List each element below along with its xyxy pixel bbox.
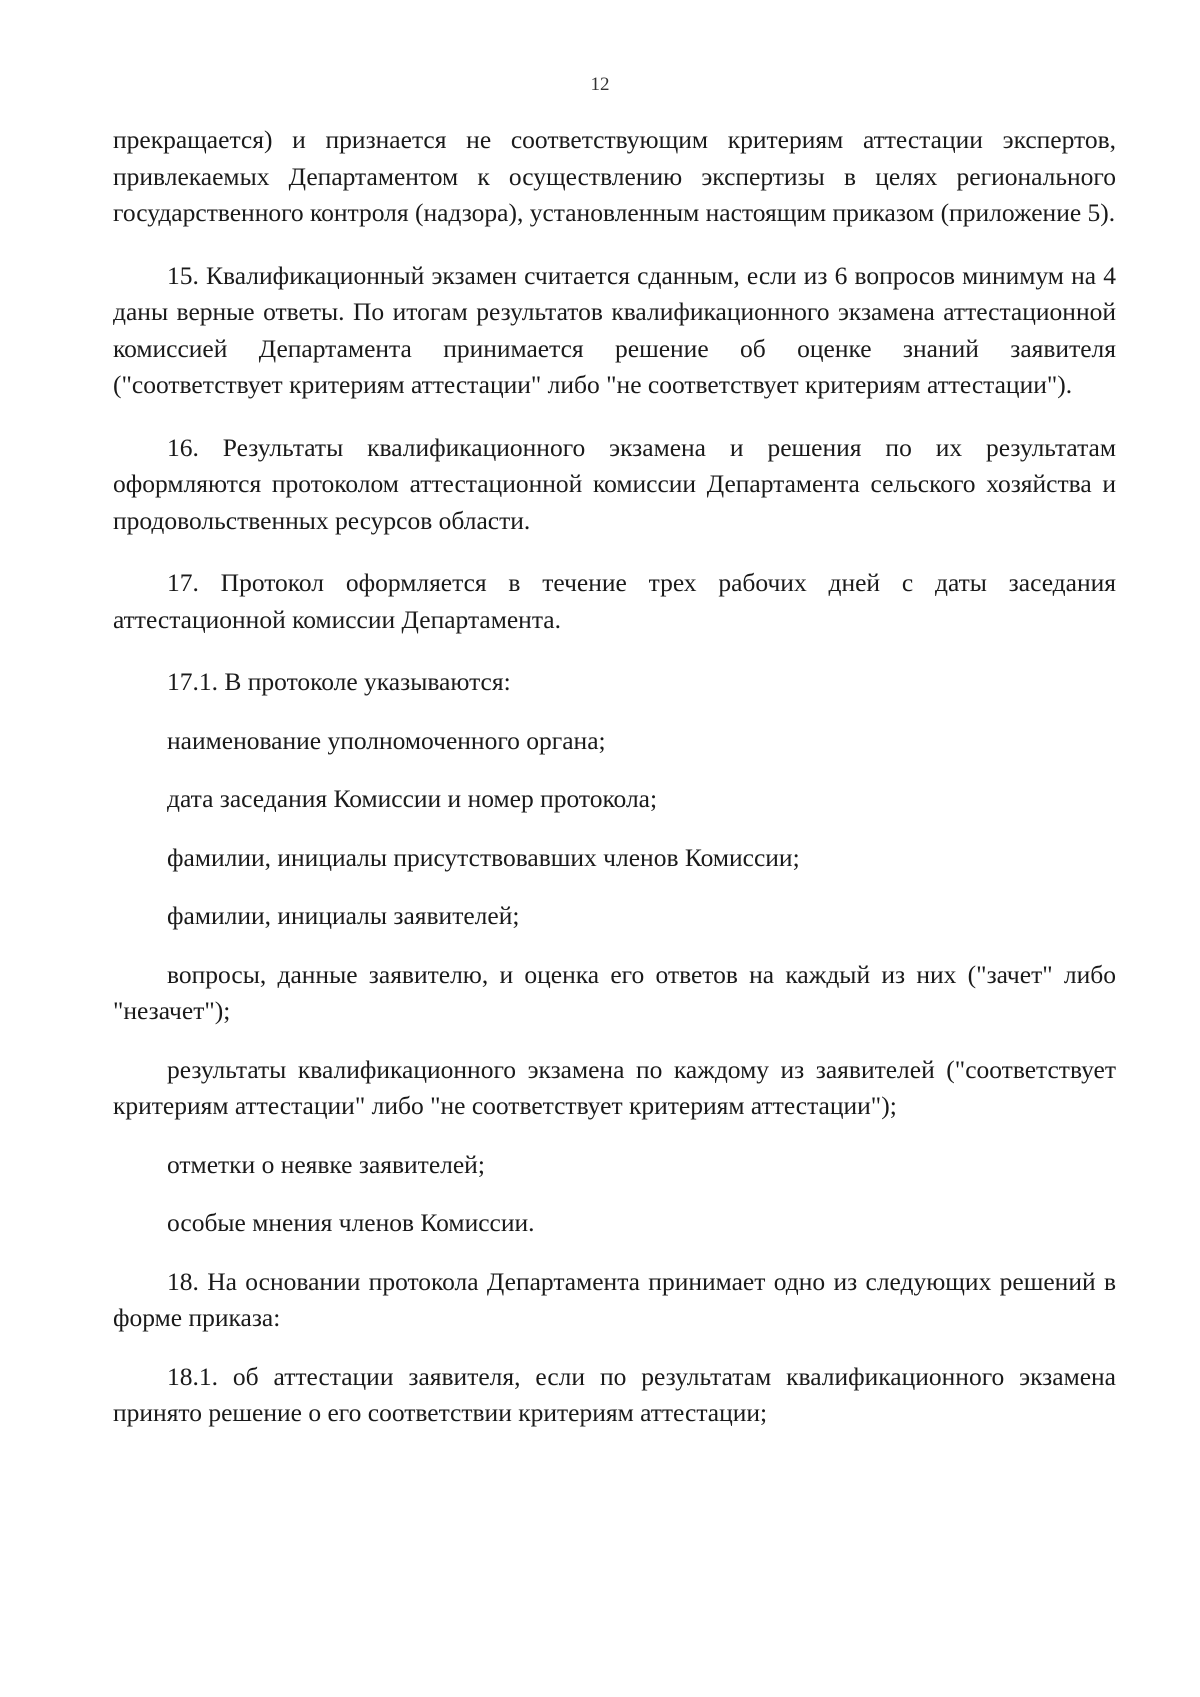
paragraph-17-1: 17.1. В протоколе указываются:	[167, 667, 511, 696]
paragraph-15: 15. Квалификационный экзамен считается сданным, если из 6 вопросов минимум на 4 даны верные ответы. По итогам результатов квалификационного экзамена аттестационной комиссией Департамента принимается решение об оценке знаний заявителя ("соответствует критериям аттестации" либо "не соответствует критериям аттестации").	[113, 260, 1116, 399]
paragraph-17: 17. Протокол оформляется в течение трех рабочих дней с даты заседания аттестационной комиссии Департамента.	[113, 568, 1116, 634]
paragraph-16: 16. Результаты квалификационного экзамена и решения по их результатам оформляются протоколом аттестационной комиссии Департамента сельского хозяйства и продовольственных ресурсов области.	[113, 432, 1116, 535]
list-item-dissenting-opinions: особые мнения членов Комиссии.	[167, 1208, 535, 1237]
page-number: 12	[590, 74, 610, 95]
list-item-meeting-date: дата заседания Комиссии и номер протокола;	[167, 784, 658, 813]
list-item-questions: вопросы, данные заявителю, и оценка его ответов на каждый из них ("зачет" либо "незачет");	[113, 959, 1116, 1025]
paragraph-continuation: прекращается) и признается не соответствующим критериям аттестации экспертов, привлекаемых Департаментом к осуществлению экспертизы в целях регионального государственного контроля (надзора), установленным настоящим приказом (приложение 5).	[113, 125, 1116, 227]
list-item-absence-notes: отметки о неявке заявителей;	[167, 1149, 485, 1179]
list-item-members-present: фамилии, инициалы присутствовавших членов Комиссии;	[167, 842, 800, 872]
paragraph-18-1: 18.1. об аттестации заявителя, если по результатам квалификационного экзамена принято решение о его соответствии критериям аттестации;	[113, 1361, 1116, 1427]
list-item-applicants: фамилии, инициалы заявителей;	[167, 901, 520, 930]
list-item-authority-name: наименование уполномоченного органа;	[167, 725, 606, 755]
list-item-exam-results: результаты квалификационного экзамена по каждому из заявителей ("соответствует критериям аттестации" либо "не соответствует критериям аттестации");	[113, 1054, 1116, 1120]
paragraph-18: 18. На основании протокола Департамента принимает одно из следующих решений в форме приказа:	[113, 1266, 1116, 1332]
document-body	[113, 122, 1116, 1454]
